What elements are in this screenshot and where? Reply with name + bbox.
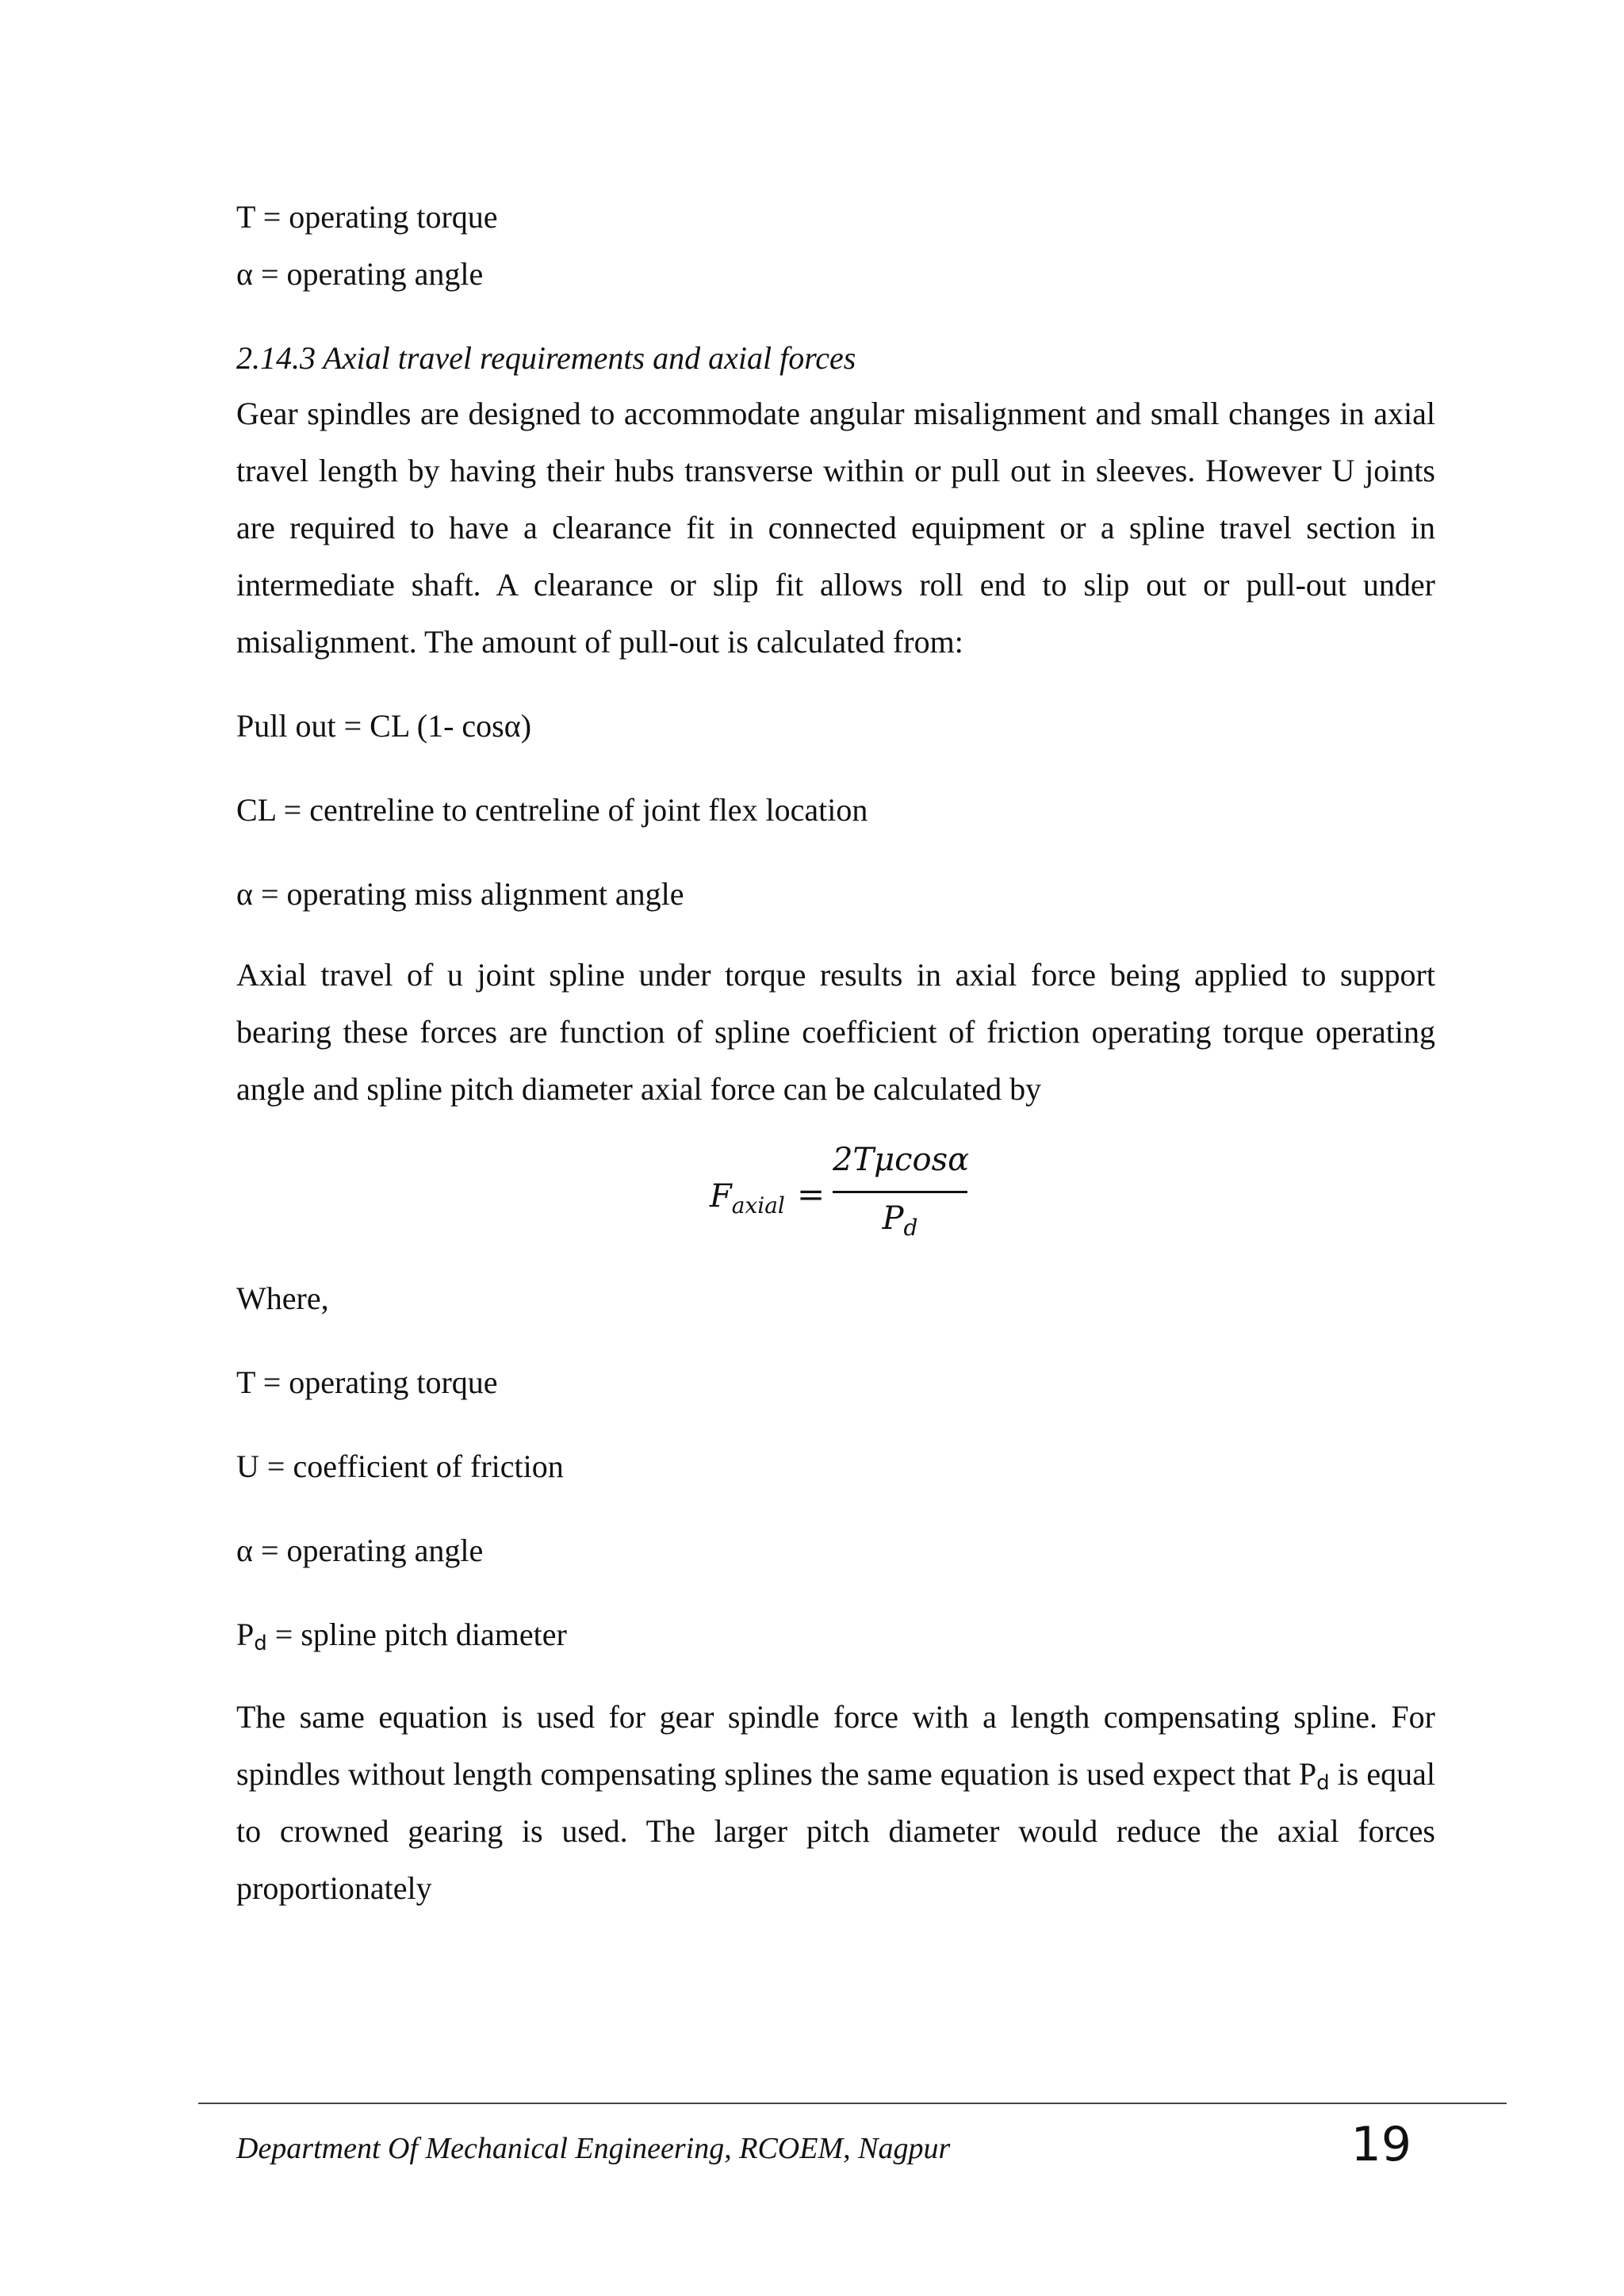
torque-definition-top: T = operating torque [236, 199, 498, 235]
paragraph-closing [236, 1689, 1435, 1917]
angle-definition: α = operating angle [236, 1533, 484, 1568]
misalignment-angle-definition: α = operating miss alignment angle [236, 876, 684, 912]
pitch-diameter-text: = spline pitch diameter [266, 1617, 567, 1652]
equation-lhs-symbol: F [710, 1178, 732, 1215]
friction-definition: U = coefficient of friction [236, 1448, 564, 1484]
equation-numerator: 2Tμcosα [833, 1142, 970, 1178]
paragraph-axial-travel: Gear spindles are designed to accommodate angular misalignment and small changes in axial travel length by having their hubs transverse within or pull out in sleeves. However U joints are required to have a clearance fit in connected equipment or a spline travel section in intermediate shaft. A clearance or slip fit allows roll end to slip out or pull-out under misalignment. The amount of pull-out is calculated from: [236, 396, 1435, 660]
closing-text-part2: is equal to crowned gearing is used. The larger pitch diameter would reduce the axial forces proportionately [236, 1756, 1435, 1906]
equation-fraction-bar [833, 1191, 967, 1193]
page-number: 19 [1350, 2117, 1411, 2172]
where-label: Where, [236, 1280, 329, 1316]
equation-lhs-subscript: axial [731, 1192, 785, 1219]
footer-divider [198, 2103, 1507, 2104]
footer-department: Department Of Mechanical Engineering, RCOEM, Nagpur [236, 2132, 951, 2165]
paragraph-axial-force: Axial travel of u joint spline under torque results in axial force being applied to support bearing these forces are function of spline coefficient of friction operating torque operating angle and spline pitch diameter axial force can be calculated by [236, 957, 1435, 1107]
section-heading: 2.14.3 Axial travel requirements and axial forces [236, 340, 856, 376]
equation-denominator [833, 1200, 967, 1241]
pitch-diameter-subscript: d [254, 1632, 267, 1655]
closing-text-part1: The same equation is used for gear spindle force with a length compensating spline. For spindles without length compensating splines the same equation is used expect that P [236, 1699, 1435, 1792]
equation-equals-sign: = [797, 1175, 825, 1214]
equation-lhs [710, 1178, 785, 1219]
closing-subscript: d [1316, 1771, 1330, 1795]
cl-definition: CL = centreline to centreline of joint flex location [236, 792, 868, 828]
axial-force-equation [710, 1142, 971, 1245]
torque-definition: T = operating torque [236, 1364, 498, 1400]
pitch-diameter-definition [236, 1616, 567, 1654]
equation-denominator-symbol: P [882, 1200, 904, 1237]
pull-out-formula: Pull out = CL (1- cosα) [236, 708, 532, 744]
angle-definition-top: α = operating angle [236, 256, 484, 292]
pitch-diameter-symbol: P [236, 1617, 255, 1652]
equation-denominator-subscript: d [903, 1215, 918, 1241]
